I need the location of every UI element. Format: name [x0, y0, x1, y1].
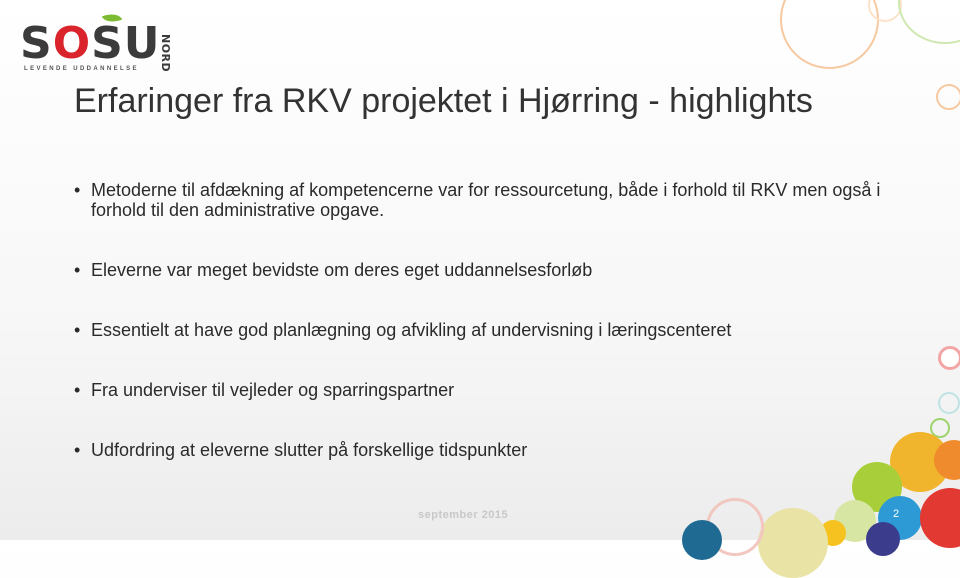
sosu-nord-logo [20, 10, 190, 72]
decorative-circle [682, 520, 722, 560]
bullet-item: • Fra underviser til vejleder og sparringspartner [74, 380, 894, 400]
slide-number: 2 [893, 508, 900, 520]
logo-side-text: NORD [159, 34, 172, 73]
decorative-circle [898, 0, 960, 44]
decorative-circle [936, 84, 960, 110]
logo-tagline: LEVENDE UDDANNELSE [24, 66, 139, 72]
bullet-list [74, 180, 894, 460]
bullet-item: • Essentielt at have god planlægning og afvikling af undervisning i læringscenteret [74, 320, 894, 340]
decorative-circle [920, 488, 960, 548]
decorative-circle [866, 522, 900, 556]
bullet-item: • Udfordring at eleverne slutter på forskellige tidspunkter [74, 440, 894, 460]
decorative-circle [938, 346, 960, 370]
decorative-circle [938, 392, 960, 414]
decorative-circle [758, 508, 828, 578]
bullet-item: • Eleverne var meget bevidste om deres eget uddannelsesforløb [74, 260, 894, 280]
slide-title: Erfaringer fra RKV projektet i Hjørring - highlights [74, 82, 813, 120]
logo-wordmark: SOSU [20, 18, 161, 69]
footer-date: september 2015 [418, 509, 509, 521]
bullet-item: • Metoderne til afdækning af kompetencerne var for ressourcetung, både i forhold til RKV men også i forhold til den administrative opgave. [74, 180, 894, 220]
decorative-circle [780, 0, 879, 69]
